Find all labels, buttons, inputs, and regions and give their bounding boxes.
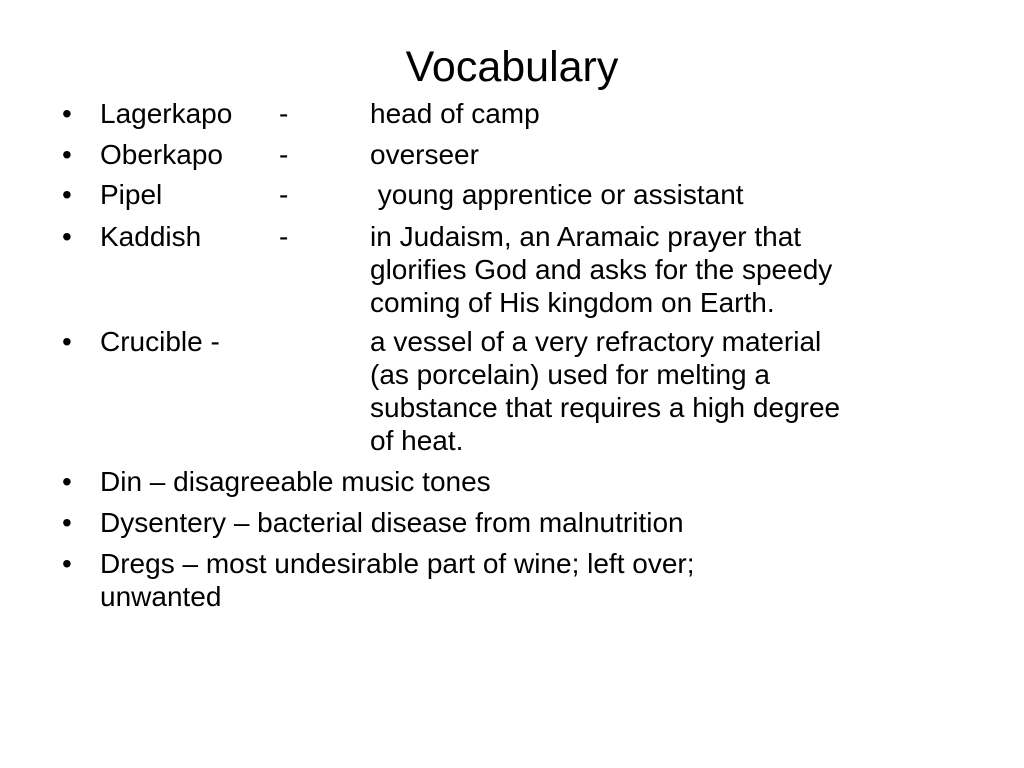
bullet-icon: • — [62, 326, 72, 357]
vocab-term: Kaddish — [100, 221, 202, 252]
definition-line: head of camp — [370, 98, 540, 129]
definition-line: coming of His kingdom on Earth. — [370, 287, 775, 318]
slide-title: Vocabulary — [405, 43, 619, 91]
definition-line: substance that requires a high degree — [370, 392, 841, 423]
vocab-entry — [100, 547, 695, 613]
vocab-entry — [100, 506, 684, 539]
bullet-icon: • — [62, 221, 72, 252]
definition-line: a vessel of a very refractory material — [370, 326, 822, 357]
term-separator: - — [279, 139, 289, 170]
definition-line: young apprentice or assistant — [370, 179, 744, 210]
vocab-definition — [370, 325, 840, 457]
term-separator: - — [279, 221, 289, 252]
definition-line: glorifies God and asks for the speedy — [370, 254, 833, 285]
vocab-term: Oberkapo — [100, 139, 223, 170]
bullet-icon: • — [62, 507, 72, 538]
vocab-definition — [370, 220, 832, 319]
entry-line: Dysentery – bacterial disease from malnutrition — [100, 507, 684, 538]
term-separator: - — [279, 98, 289, 129]
bullet-icon: • — [62, 139, 72, 170]
definition-line: overseer — [370, 139, 479, 170]
definition-line: in Judaism, an Aramaic prayer that — [370, 221, 802, 252]
vocab-definition — [370, 138, 479, 171]
bullet-icon: • — [62, 98, 72, 129]
definition-line: of heat. — [370, 425, 464, 456]
entry-line: Dregs – most undesirable part of wine; left over; — [100, 548, 695, 579]
definition-line: (as porcelain) used for melting a — [370, 359, 770, 390]
vocab-definition — [370, 97, 540, 130]
vocab-entry — [100, 465, 491, 498]
vocab-term: Crucible - — [100, 326, 220, 357]
vocab-term: Lagerkapo — [100, 98, 233, 129]
bullet-icon: • — [62, 466, 72, 497]
vocab-term: Pipel — [100, 179, 163, 210]
entry-line: unwanted — [100, 581, 222, 612]
term-separator: - — [279, 179, 289, 210]
entry-line: Din – disagreeable music tones — [100, 466, 491, 497]
vocab-definition — [370, 178, 744, 211]
bullet-icon: • — [62, 179, 72, 210]
bullet-icon: • — [62, 548, 72, 579]
